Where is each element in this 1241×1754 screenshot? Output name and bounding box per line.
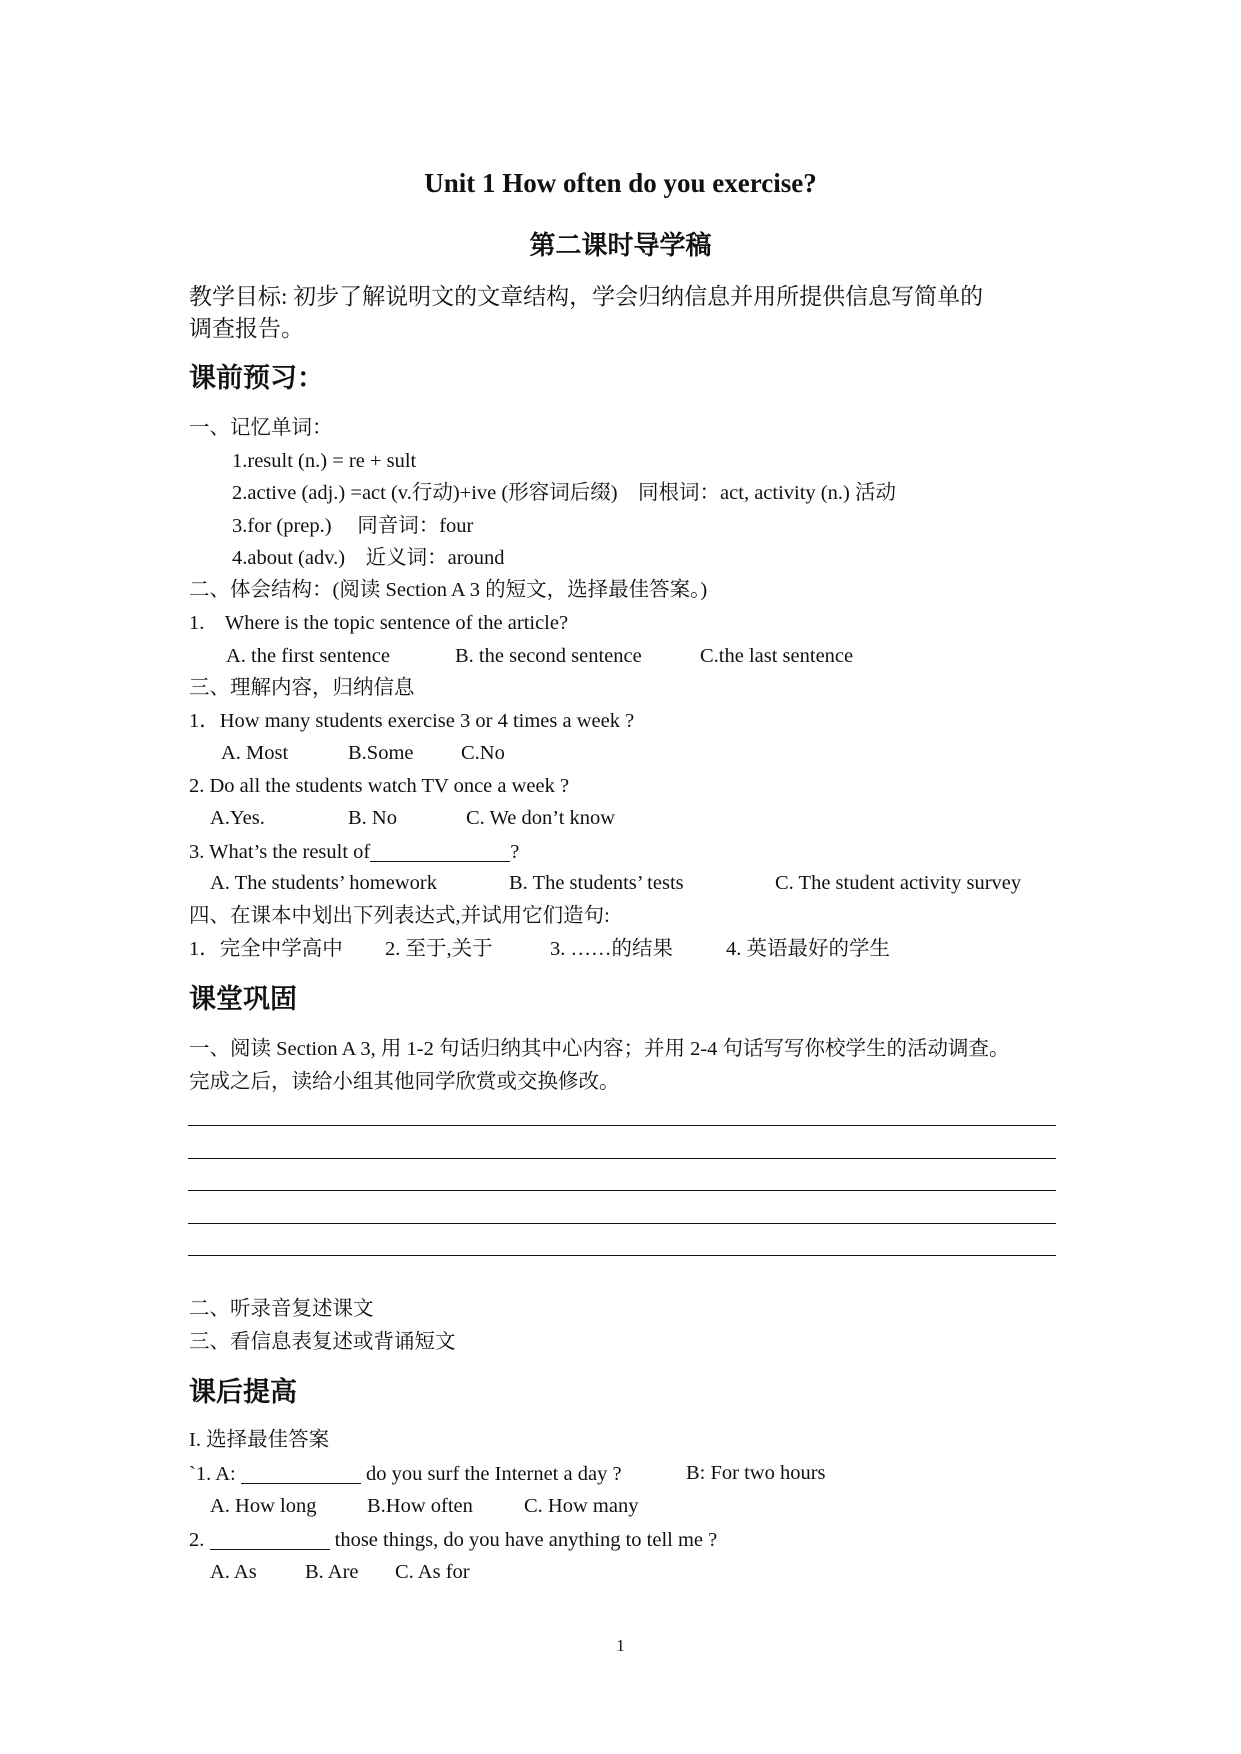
- consolidation-task-1-line-2: 完成之后，读给小组其他同学欣赏或交换修改。: [189, 1071, 620, 1093]
- improvement-q1-prefix: `1. A:: [189, 1463, 236, 1485]
- part1-heading: 一、记忆单词：: [189, 417, 333, 439]
- improvement-heading: 课后提高: [189, 1377, 297, 1408]
- consolidation-task-3: 三、看信息表复述或背诵短文: [189, 1331, 456, 1353]
- improvement-q1-text: do you surf the Internet a day ?: [365, 1463, 622, 1485]
- improvement-q2-option-c: C. As for: [395, 1561, 470, 1583]
- page-number: 1: [616, 1636, 625, 1655]
- part3-q3-suffix: ?: [510, 841, 520, 863]
- part3-q1-option-c: C.No: [461, 742, 505, 764]
- improvement-q2-prefix: 2.: [189, 1529, 205, 1551]
- expression-item-3: 3. ……的结果: [550, 938, 673, 960]
- improvement-q2-option-a: A. As: [210, 1561, 257, 1583]
- consolidation-heading: 课堂巩固: [189, 984, 297, 1015]
- part2-heading: 二、体会结构：(阅读 Section A 3 的短文，选择最佳答案。): [189, 579, 708, 601]
- part2-q1-option-b: B. the second sentence: [455, 645, 642, 667]
- document-subtitle: 第二课时导学稿: [529, 231, 712, 261]
- expression-item-2: 2. 至于,关于: [385, 938, 493, 960]
- improvement-q1-option-b: B.How often: [367, 1495, 473, 1517]
- answer-blank[interactable]: [241, 1461, 361, 1484]
- writing-line[interactable]: [188, 1158, 1056, 1159]
- improvement-question-1: [189, 1461, 622, 1486]
- part3-q1-option-a: A. Most: [221, 742, 289, 764]
- part3-question-2: 2. Do all the students watch TV once a week ?: [189, 775, 570, 797]
- improvement-q1-answer: B: For two hours: [686, 1462, 826, 1484]
- part3-question-3: [189, 839, 519, 864]
- writing-line[interactable]: [188, 1190, 1056, 1191]
- preview-heading: 课前预习：: [189, 363, 324, 394]
- objective-line-1: 教学目标: 初步了解说明文的文章结构，学会归纳信息并用所提供信息写简单的: [189, 284, 984, 309]
- writing-line[interactable]: [188, 1255, 1056, 1256]
- answer-blank[interactable]: [210, 1527, 330, 1550]
- part3-q3-prefix: 3. What’s the result of: [189, 841, 371, 863]
- expression-item-1: 1．完全中学高中: [189, 938, 343, 960]
- document-title: Unit 1 How often do you exercise?: [424, 168, 817, 198]
- writing-line[interactable]: [188, 1125, 1056, 1126]
- consolidation-task-2: 二、听录音复述课文: [189, 1298, 374, 1320]
- part3-q2-option-b: B. No: [348, 807, 397, 829]
- consolidation-task-1-line-1: 一、阅读 Section A 3, 用 1-2 句话归纳其中心内容；并用 2-4 句话写写你校学生的活动调查。: [189, 1038, 1010, 1060]
- part3-q3-option-a: A. The students’ homework: [210, 872, 437, 894]
- improvement-q2-text: those things, do you have anything to tell me ?: [334, 1529, 718, 1551]
- answer-blank[interactable]: [370, 839, 510, 862]
- part3-q3-option-c: C. The student activity survey: [775, 872, 1022, 894]
- part3-q2-option-c: C. We don’t know: [466, 807, 616, 829]
- part3-question-1: 1．How many students exercise 3 or 4 times a week ?: [189, 710, 635, 732]
- part4-heading: 四、在课本中划出下列表达式,并试用它们造句:: [189, 905, 610, 927]
- objective-line-2: 调查报告。: [189, 316, 304, 341]
- part2-question-1: 1. Where is the topic sentence of the article?: [189, 612, 569, 634]
- vocab-item-1: 1.result (n.) = re + sult: [232, 450, 417, 472]
- improvement-q2-option-b: B. Are: [305, 1561, 359, 1583]
- part2-q1-option-a: A. the first sentence: [226, 645, 390, 667]
- part3-q3-option-b: B. The students’ tests: [509, 872, 684, 894]
- improvement-question-2: [189, 1527, 717, 1552]
- vocab-item-2: 2.active (adj.) =act (v.行动)+ive (形容词后缀) 同根词：act, activity (n.) 活动: [232, 482, 896, 504]
- improvement-section-label: I. 选择最佳答案: [189, 1429, 330, 1451]
- writing-line[interactable]: [188, 1223, 1056, 1224]
- part3-heading: 三、理解内容，归纳信息: [189, 677, 415, 699]
- improvement-q1-option-a: A. How long: [210, 1495, 317, 1517]
- improvement-q1-option-c: C. How many: [524, 1495, 639, 1517]
- vocab-item-4: 4.about (adv.) 近义词：around: [232, 547, 505, 569]
- part2-q1-option-c: C.the last sentence: [700, 645, 854, 667]
- part3-q2-option-a: A.Yes.: [210, 807, 265, 829]
- part3-q1-option-b: B.Some: [348, 742, 414, 764]
- vocab-item-3: 3.for (prep.) 同音词：four: [232, 515, 474, 537]
- expression-item-4: 4. 英语最好的学生: [726, 938, 890, 960]
